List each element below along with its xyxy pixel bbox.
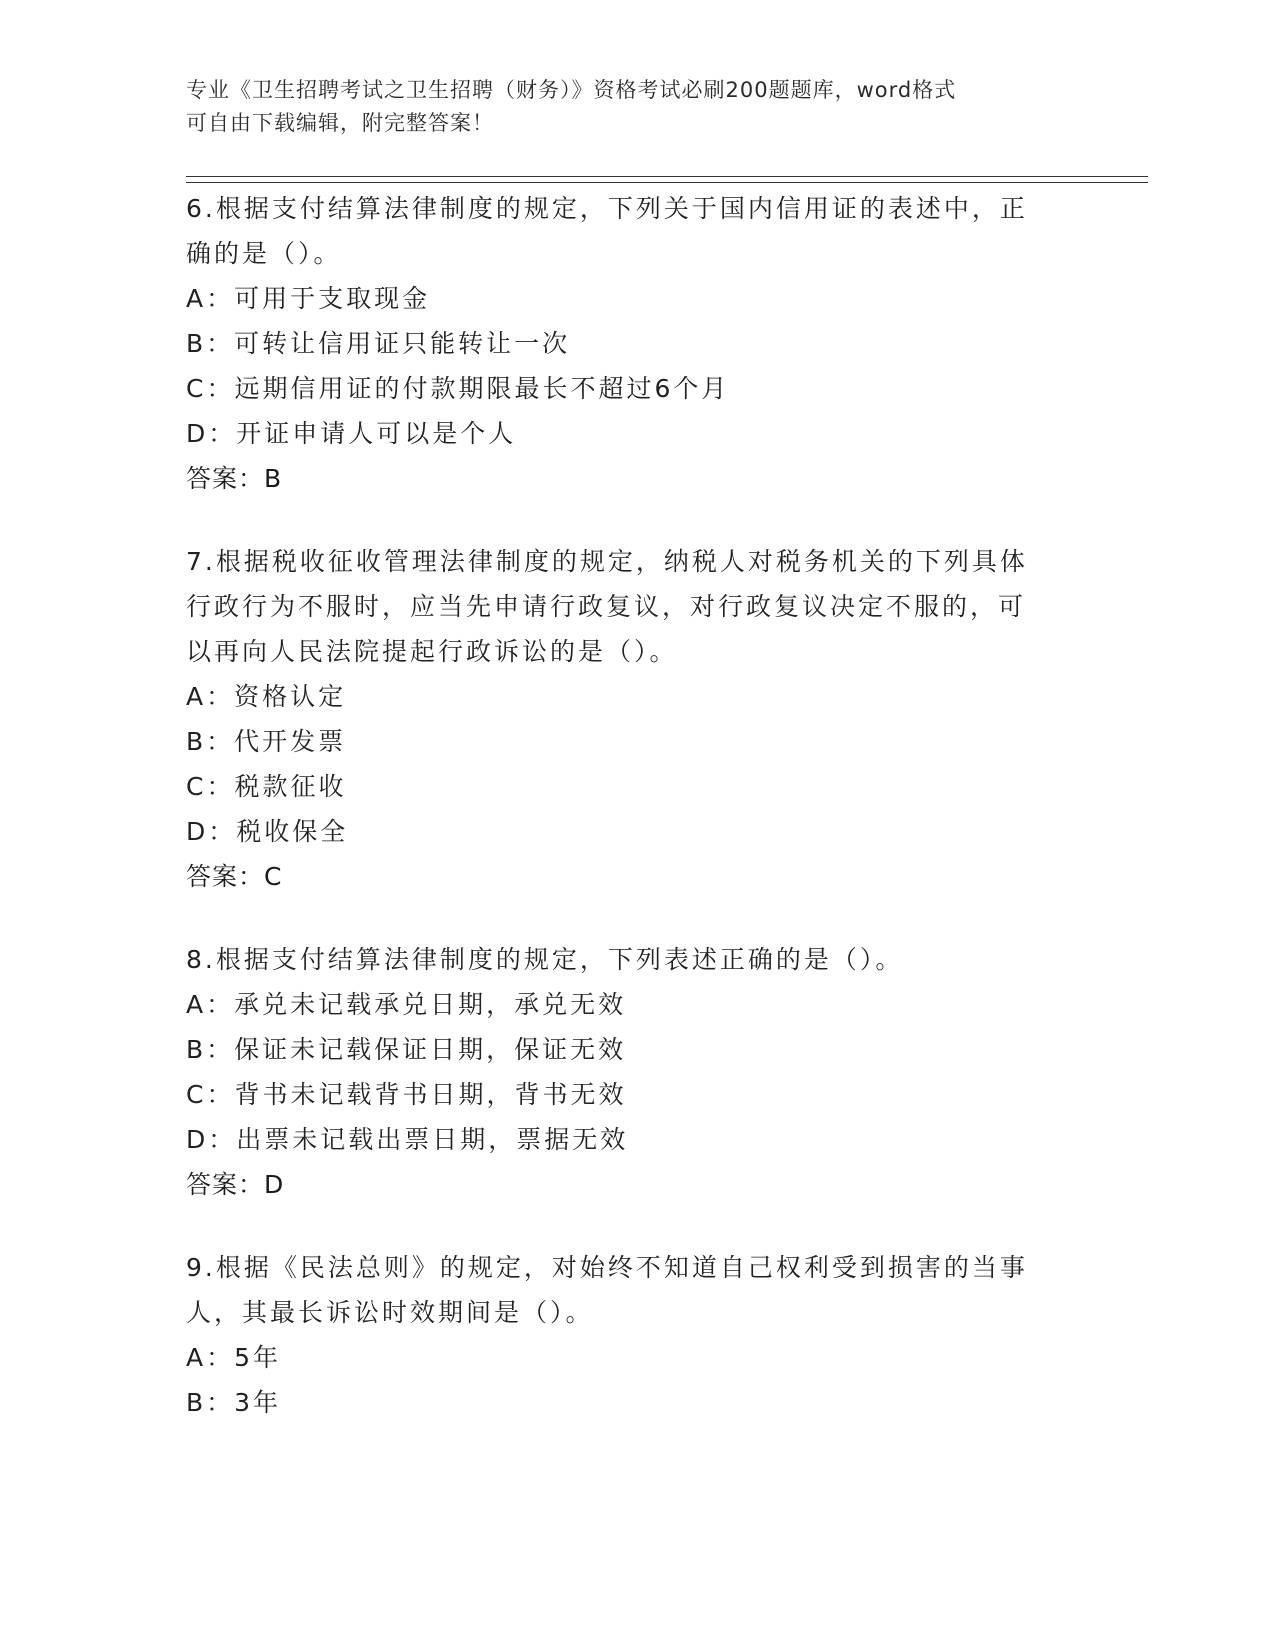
option-d: D：开证申请人可以是个人 [186, 419, 517, 448]
question-text-line: 确的是（）。 [186, 239, 342, 268]
header-double-rule [186, 176, 1148, 183]
option-d: D：出票未记载出票日期，票据无效 [186, 1125, 629, 1154]
option-c: C：税款征收 [186, 772, 347, 801]
option-b: B：保证未记载保证日期，保证无效 [186, 1035, 627, 1064]
question-text-line: 以再向人民法院提起行政诉讼的是（）。 [186, 637, 678, 666]
answer: 答案：C [186, 862, 283, 891]
question-6 [186, 186, 1086, 501]
option-a: A：承兑未记载承兑日期，承兑无效 [186, 990, 627, 1019]
document-header [186, 74, 1066, 140]
option-b: B：3年 [186, 1388, 282, 1417]
option-c: C：远期信用证的付款期限最长不超过6个月 [186, 374, 730, 403]
question-text-line: 7.根据税收征收管理法律制度的规定，纳税人对税务机关的下列具体 [186, 547, 1028, 576]
answer: 答案：B [186, 464, 283, 493]
question-8 [186, 937, 1086, 1207]
option-a: A：可用于支取现金 [186, 284, 431, 313]
question-text-line: 人，其最长诉讼时效期间是（）。 [186, 1298, 594, 1327]
option-c: C：背书未记载背书日期，背书无效 [186, 1080, 627, 1109]
header-line-1: 专业《卫生招聘考试之卫生招聘（财务）》资格考试必刷200题题库，word格式 [186, 78, 957, 102]
header-line-2: 可自由下载编辑，附完整答案！ [186, 111, 494, 135]
question-text-line: 9.根据《民法总则》的规定，对始终不知道自己权利受到损害的当事 [186, 1253, 1028, 1282]
questions-list [186, 186, 1086, 1463]
option-a: A：5年 [186, 1343, 282, 1372]
question-7 [186, 539, 1086, 899]
question-text-line: 6.根据支付结算法律制度的规定，下列关于国内信用证的表述中，正 [186, 194, 1028, 223]
option-b: B：代开发票 [186, 727, 347, 756]
question-text-line: 行政行为不服时，应当先申请行政复议，对行政复议决定不服的，可 [186, 592, 1027, 621]
answer: 答案：D [186, 1170, 285, 1199]
option-b: B：可转让信用证只能转让一次 [186, 329, 571, 358]
option-a: A：资格认定 [186, 682, 347, 711]
question-9 [186, 1245, 1086, 1425]
option-d: D：税收保全 [186, 817, 349, 846]
question-text-line: 8.根据支付结算法律制度的规定，下列表述正确的是（）。 [186, 945, 904, 974]
